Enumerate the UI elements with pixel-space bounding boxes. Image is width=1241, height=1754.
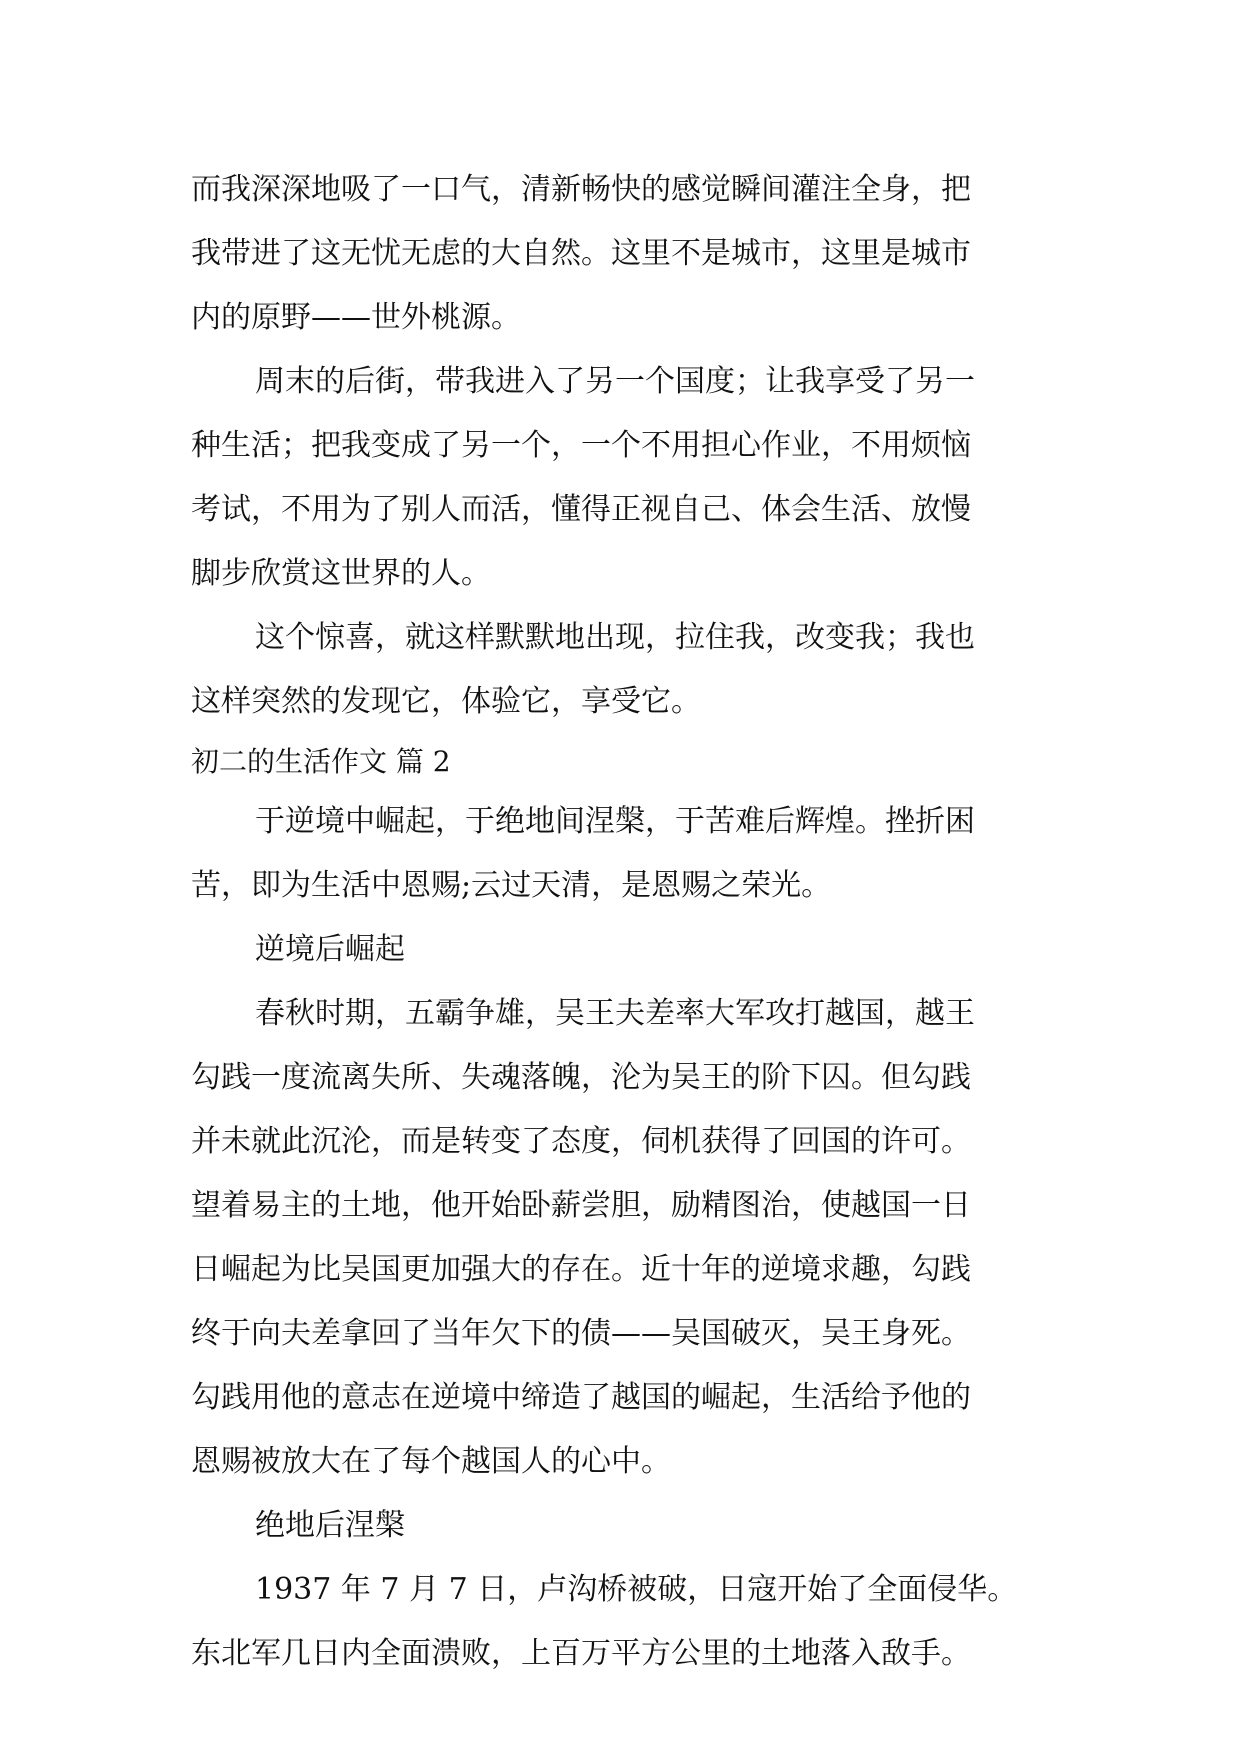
paragraph <box>191 982 1051 1494</box>
paragraph <box>191 606 1051 734</box>
text-line: 于逆境中崛起，于绝地间涅槃，于苦难后辉煌。挫折困 <box>255 804 975 839</box>
text-line: 1937 年 7 月 7 日，卢沟桥被破，日寇开始了全面侵华。 <box>255 1572 1018 1607</box>
section-title: 初二的生活作文 篇 2 <box>191 745 451 778</box>
text-line: 这样突然的发现它，体验它，享受它。 <box>191 684 701 719</box>
paragraph <box>191 350 1051 606</box>
document-body <box>191 158 1051 1686</box>
subheading <box>191 918 1051 982</box>
text-line: 种生活；把我变成了另一个，一个不用担心作业，不用烦恼 <box>191 428 971 463</box>
text-line: 并未就此沉沦，而是转变了态度，伺机获得了回国的许可。 <box>191 1124 971 1159</box>
text-line: 恩赐被放大在了每个越国人的心中。 <box>191 1444 671 1479</box>
text-line: 勾践用他的意志在逆境中缔造了越国的崛起，生活给予他的 <box>191 1380 971 1415</box>
text-line: 勾践一度流离失所、失魂落魄，沦为吴王的阶下囚。但勾践 <box>191 1060 971 1095</box>
paragraph <box>191 1558 1051 1686</box>
text-line: 我带进了这无忧无虑的大自然。这里不是城市，这里是城市 <box>191 236 971 271</box>
text-line: 这个惊喜，就这样默默地出现，拉住我，改变我；我也 <box>255 620 975 655</box>
text-line: 内的原野——世外桃源。 <box>191 300 521 335</box>
text-line: 周末的后街，带我进入了另一个国度；让我享受了另一 <box>255 364 975 399</box>
text-line: 苦，即为生活中恩赐;云过天清，是恩赐之荣光。 <box>191 868 832 903</box>
subheading <box>191 1494 1051 1558</box>
text-line: 而我深深地吸了一口气，清新畅快的感觉瞬间灌注全身，把 <box>191 172 971 207</box>
text-line: 望着易主的土地，他开始卧薪尝胆，励精图治，使越国一日 <box>191 1188 971 1223</box>
text-line: 东北军几日内全面溃败，上百万平方公里的土地落入敌手。 <box>191 1636 971 1671</box>
text-line: 终于向夫差拿回了当年欠下的债——吴国破灭，吴王身死。 <box>191 1316 971 1351</box>
text-line: 考试，不用为了别人而活，懂得正视自己、体会生活、放慢 <box>191 492 971 527</box>
text-line: 逆境后崛起 <box>255 932 405 967</box>
text-line: 春秋时期，五霸争雄，吴王夫差率大军攻打越国，越王 <box>255 996 975 1031</box>
text-line: 脚步欣赏这世界的人。 <box>191 556 491 591</box>
text-line: 日崛起为比吴国更加强大的存在。近十年的逆境求趣，勾践 <box>191 1252 971 1287</box>
paragraph <box>191 158 1051 350</box>
text-line: 绝地后涅槃 <box>255 1508 405 1543</box>
paragraph <box>191 790 1051 918</box>
